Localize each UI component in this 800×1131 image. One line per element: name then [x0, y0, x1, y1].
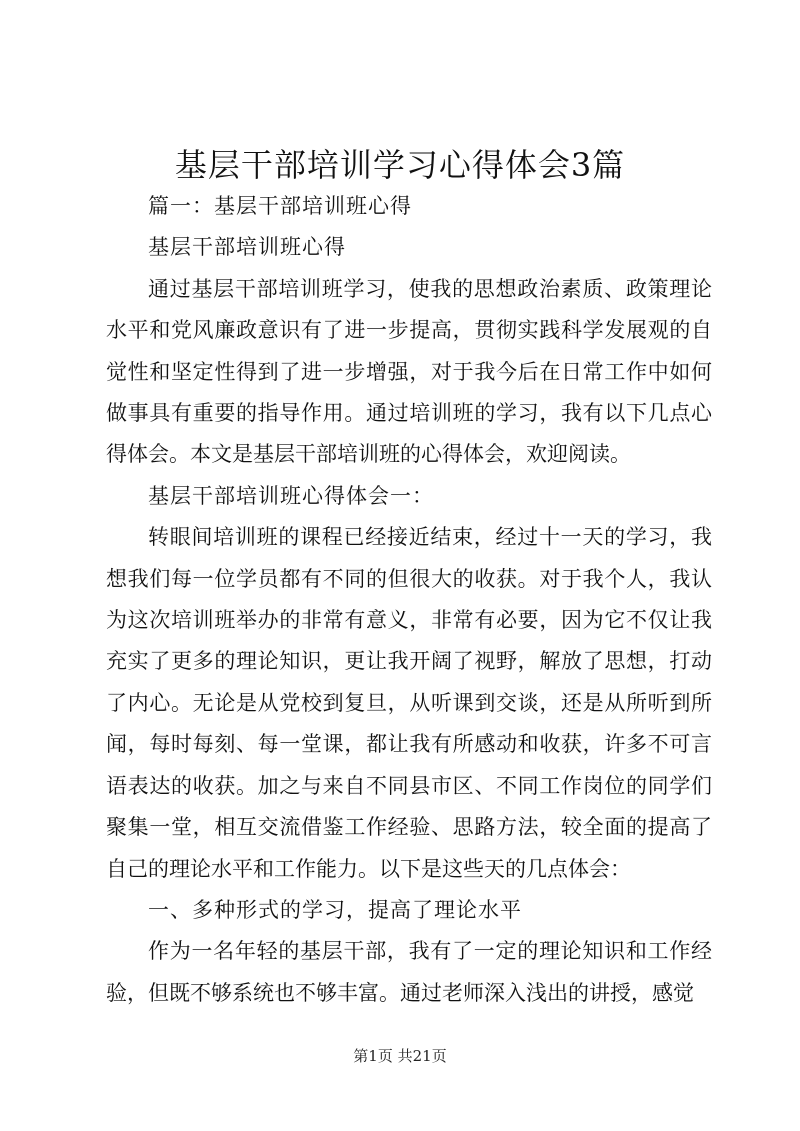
paragraph: 通过基层干部培训班学习，使我的思想政治素质、政策理论水平和党风廉政意识有了进一步提高，贯彻实践科学发展观的自觉性和坚定性得到了进一步增强，对于我今后在日常工作中如何做事具有重要的指导作用。通过培训班的学习，我有以下几点心得体会。本文是基层干部培训班的心得体会，欢迎阅读。: [106, 276, 712, 467]
paragraph: 作为一名年轻的基层干部，我有了一定的理论知识和工作经验，但既不够系统也不够丰富。通过老师深入浅出的讲授，感觉: [106, 939, 712, 1005]
subsection-heading: 基层干部培训班心得体会一：: [148, 483, 434, 508]
page-footer: 第1页 共21页: [353, 1047, 447, 1065]
document-body: [106, 186, 712, 1014]
subsection-heading: 基层干部培训班心得: [148, 235, 346, 260]
document-title: 基层干部培训学习心得体会3篇: [174, 146, 626, 184]
paragraph: 转眼间培训班的课程已经接近结束，经过十一天的学习，我想我们每一位学员都有不同的但很大的收获。对于我个人，我认为这次培训班举办的非常有意义，非常有必要，因为它不仅让我充实了更多的理论知识，更让我开阔了视野，解放了思想，打动了内心。无论是从党校到复旦，从听课到交谈，还是从所听到所闻，每时每刻、每一堂课，都让我有所感动和收获，许多不可言语表达的收获。加之与来自不同县市区、不同工作岗位的同学们聚集一堂，相互交流借鉴工作经验、思路方法，较全面的提高了自己的理论水平和工作能力。以下是这些天的几点体会：: [106, 525, 712, 881]
point-heading: 一、多种形式的学习，提高了理论水平: [148, 897, 522, 922]
section-heading: 篇一：基层干部培训班心得: [148, 194, 412, 218]
